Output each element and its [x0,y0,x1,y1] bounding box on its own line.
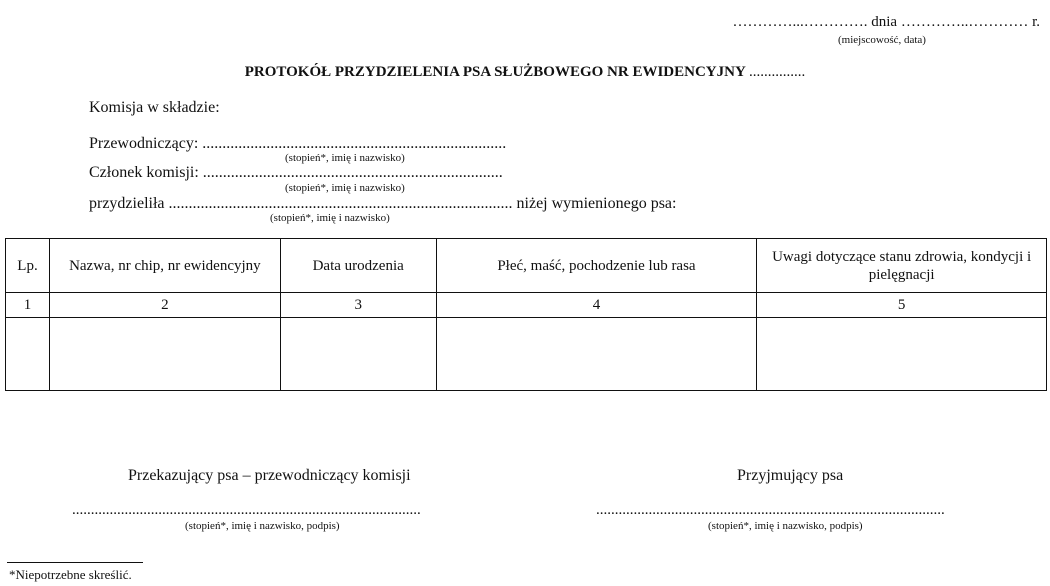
handover-signature-label: Przekazujący psa – przewodniczący komisji [128,467,411,484]
col-header-health-notes: Uwagi dotyczące stanu zdrowia, kondycji i pielęgnacji [757,239,1047,293]
chair-caption: (stopień*, imię i nazwisko) [285,152,405,164]
table-header-row [6,239,1047,293]
title-text: PROTOKÓŁ PRZYDZIELENIA PSA SŁUŻBOWEGO NR EWIDENCYJNY [244,64,746,80]
dog-details-table [5,238,1047,391]
member-line: Członek komisji: ........................................................................... [89,164,503,181]
document-title [0,64,1050,81]
col-header-name-chip: Nazwa, nr chip, nr ewidencyjny [49,239,280,293]
col-number: 4 [436,293,757,318]
date-caption: (miejscowość, data) [838,34,926,46]
col-number: 3 [280,293,436,318]
commission-heading: Komisja w składzie: [89,99,220,116]
footnote: *Niepotrzebne skreślić. [9,567,132,582]
col-number: 2 [49,293,280,318]
entry-cell-birth-date[interactable] [280,318,436,391]
col-header-birth-date: Data urodzenia [280,239,436,293]
date-line: …………...…………. dnia …………..………… r. [732,14,1040,30]
registration-number-field: ............... [749,64,806,80]
handover-signature-line: ............................................................................................. [72,502,421,518]
table-number-row [6,293,1047,318]
assigned-to-line: przydzieliła ...................................................................................... niżej wymienionego psa: [89,195,677,212]
receiver-signature-line: ............................................................................................. [596,502,945,518]
entry-cell-health-notes[interactable] [757,318,1047,391]
footnote-divider [7,562,143,563]
chair-line: Przewodniczący: ............................................................................ [89,135,507,152]
member-caption: (stopień*, imię i nazwisko) [285,182,405,194]
entry-cell-sex-color-breed[interactable] [436,318,757,391]
entry-cell-name-chip[interactable] [49,318,280,391]
col-number: 5 [757,293,1047,318]
handover-signature-caption: (stopień*, imię i nazwisko, podpis) [185,520,340,532]
col-header-lp: Lp. [6,239,50,293]
receiver-signature-caption: (stopień*, imię i nazwisko, podpis) [708,520,863,532]
col-number: 1 [6,293,50,318]
receiver-signature-label: Przyjmujący psa [737,467,844,484]
assigned-to-caption: (stopień*, imię i nazwisko) [270,212,390,224]
entry-cell-lp[interactable] [6,318,50,391]
col-header-sex-color-breed: Płeć, maść, pochodzenie lub rasa [436,239,757,293]
table-entry-row [6,318,1047,391]
